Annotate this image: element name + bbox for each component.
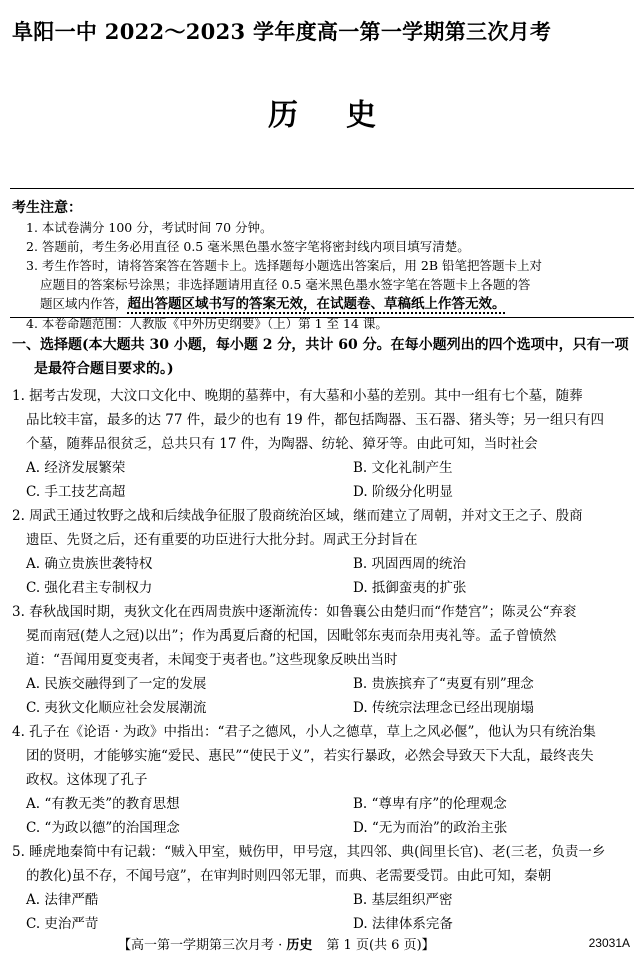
option-b[interactable]: B. 文化礼制产生 [353, 460, 453, 476]
question-stem [12, 720, 632, 792]
question-5 [12, 840, 632, 936]
notice-item-3-line3-text: 题区域内作答， [40, 296, 128, 311]
option-c[interactable]: C. 手工技艺高超 [26, 484, 126, 500]
subject-title: 历史 [268, 98, 424, 133]
divider-top [10, 188, 634, 189]
option-c[interactable]: C. “为政以德”的治国理念 [26, 820, 180, 836]
section-heading-line2: 是最符合题目要求的。) [34, 361, 174, 377]
divider-bottom [10, 317, 634, 318]
stem-line: 5. 睡虎地秦简中有记载：“贼入甲室，贼伤甲，甲号寇，其四邻、典(闾里长官)、老(三老，负责一乡 [12, 844, 606, 860]
question-stem [12, 600, 632, 672]
footer-code: 23031A [588, 936, 630, 950]
notice-list [26, 218, 632, 333]
section-heading-line1: 一、选择题(本大题共 30 小题，每小题 2 分，共计 60 分。在每小题列出的四个选项中，只有一项 [12, 337, 629, 353]
notice-item-3 [26, 256, 632, 314]
question-options [12, 888, 632, 936]
stem-line: 个墓，随葬品很贫乏，总共只有 17 件，为陶器、纺轮、獐牙等。由此可知，当时社会 [26, 436, 538, 452]
option-c[interactable]: C. 夷狄文化顺应社会发展潮流 [26, 700, 207, 716]
option-a[interactable]: A. “有教无类”的教育思想 [26, 796, 180, 812]
option-a[interactable]: A. 法律严酷 [26, 892, 99, 908]
option-c[interactable]: C. 吏治严苛 [26, 916, 99, 932]
question-options [12, 672, 632, 720]
option-b[interactable]: B. 基层组织严密 [353, 892, 453, 908]
stem-line: 3. 春秋战国时期，夷狄文化在西周贵族中逐渐流传：如鲁襄公由楚归而“作楚宫”；陈灵公“弃衮 [12, 604, 577, 620]
notice-emphasis: 超出答题区域书写的答案无效，在试题卷、草稿纸上作答无效。 [127, 296, 506, 312]
question-stem [12, 840, 632, 888]
option-d[interactable]: D. “无为而治”的政治主张 [353, 820, 508, 836]
option-d[interactable]: D. 传统宗法理念已经出现崩塌 [353, 700, 534, 716]
stem-line: 团的贤明，才能够实施“爱民、惠民”“使民于义”，若实行暴政，必然会导致天下大乱，最终丧失 [26, 748, 594, 764]
notice-item-3-line2: 应题目的答案标号涂黑；非选择题请用直径 0.5 毫米黑色墨水签字笔在答题卡上各题的答 [40, 277, 531, 292]
notice-title: 考生注意： [12, 200, 82, 216]
stem-line: 冕而南冠(楚人之冠)以出”；作为禹夏后裔的杞国，因毗邻东夷而杂用夷礼等。孟子曾愤然 [26, 628, 557, 644]
stem-line: 1. 据考古发现，大汶口文化中、晚期的墓葬中，有大墓和小墓的差别。其中一组有七个墓，随葬 [12, 388, 583, 404]
question-3 [12, 600, 632, 720]
footer-exam-name: 【高一第一学期第三次月考 · [118, 938, 287, 953]
footer-page-number: 第 1 页(共 6 页)】 [326, 938, 435, 953]
option-a[interactable]: A. 民族交融得到了一定的发展 [26, 676, 207, 692]
option-c[interactable]: C. 强化君主专制权力 [26, 580, 153, 596]
option-d[interactable]: D. 阶级分化明显 [353, 484, 453, 500]
section-heading [12, 333, 632, 381]
stem-line: 政权。这体现了孔子 [26, 772, 148, 788]
notice-item-3-line1: 3. 考生作答时，请将答案答在答题卡上。选择题每小题选出答案后，用 2B 铅笔把答题卡上对 [26, 258, 542, 273]
stem-line: 道：“吾闻用夏变夷者，未闻变于夷者也。”这些现象反映出当时 [26, 652, 398, 668]
option-d[interactable]: D. 抵御蛮夷的扩张 [353, 580, 467, 596]
question-list [12, 384, 632, 936]
footer-info [118, 934, 435, 953]
option-b[interactable]: B. 贵族摈弃了“夷夏有别”理念 [353, 676, 534, 692]
notice-item-4: 4. 本卷命题范围：人教版《中外历史纲要》（上）第 1 至 14 课。 [26, 316, 388, 331]
stem-line: 4. 孔子在《论语 · 为政》中指出：“君子之德风，小人之德草，草上之风必偃”，他认为只有统治集 [12, 724, 596, 740]
footer-subject: 历史 [286, 938, 313, 953]
question-2 [12, 504, 632, 600]
question-options [12, 552, 632, 600]
option-a[interactable]: A. 确立贵族世袭特权 [26, 556, 153, 572]
question-options [12, 792, 632, 840]
question-stem [12, 504, 632, 552]
option-d[interactable]: D. 法律体系完备 [353, 916, 453, 932]
option-a[interactable]: A. 经济发展繁荣 [26, 460, 126, 476]
stem-line: 的教化)虽不存，不闻号寇”，在审判时则四邻无罪，而典、老需要受罚。由此可知，秦朝 [26, 868, 552, 884]
question-stem [12, 384, 632, 456]
stem-line: 遗臣、先贤之后，还有重要的功臣进行大批分封。周武王分封旨在 [26, 532, 418, 548]
question-1 [12, 384, 632, 504]
option-b[interactable]: B. “尊卑有序”的伦理观念 [353, 796, 507, 812]
notice-item-2: 2. 答题前，考生务必用直径 0.5 毫米黑色墨水签字笔将密封线内项目填写清楚。 [26, 239, 470, 254]
stem-line: 2. 周武王通过牧野之战和后续战争征服了殷商统治区域，继而建立了周朝，并对文王之子、殷商 [12, 508, 583, 524]
option-b[interactable]: B. 巩固西周的统治 [353, 556, 467, 572]
question-4 [12, 720, 632, 840]
notice-item-1: 1. 本试卷满分 100 分，考试时间 70 分钟。 [26, 220, 273, 235]
notice-item-3-line3 [26, 294, 632, 314]
stem-line: 品比较丰富，最多的达 77 件，最少的也有 19 件，都包括陶器、玉石器、猪头等；另一组只有四 [26, 412, 605, 428]
question-options [12, 456, 632, 504]
exam-title: 阜阳一中 2022～2023 学年度高一第一学期第三次月考 [12, 19, 552, 44]
